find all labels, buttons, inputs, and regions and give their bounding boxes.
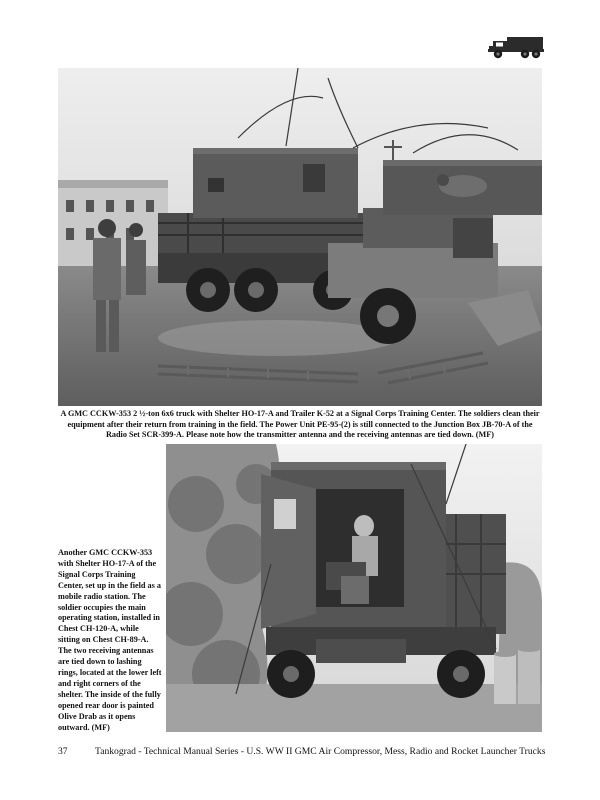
photo-top-caption: A GMC CCKW-353 2 ½-ton 6x6 truck with Shelter HO-17-A and Trailer K-52 at a Signal Corps Training Center. The soldiers clean their equipment after their return from training in the field. The Power Unit PE-95-(2) is still connected to the Junction Box JB-70-A of the Radio Set SCR-399-A. Please note how the transmitter antenna and the receiving antennas are tied down. (MF) [60, 409, 540, 439]
photo-bottom-caption: Another GMC CCKW-353 with Shelter HO-17-A of the Signal Corps Training Center, set up in the field as a mobile radio station. The soldier occupies the main operating station, installed in Chest CH-120-A, while sitting on Chest CH-89-A. The two receiving antennas are tied down to lashing rings, located at the lower left and right corners of the shelter. The inside of the fully opened rear door is painted Olive Drab as it opens outward. (MF) [58, 548, 162, 732]
footer-title: Tankograd - Technical Manual Series - U.S. WW II GMC Air Compressor, Mess, Radio and Rocket Launcher Trucks [95, 746, 546, 757]
truck-icon [487, 34, 545, 60]
page-number: 37 [58, 746, 68, 757]
photo-radio-station-truck [166, 444, 542, 732]
photo-truck-trailer [58, 68, 542, 406]
